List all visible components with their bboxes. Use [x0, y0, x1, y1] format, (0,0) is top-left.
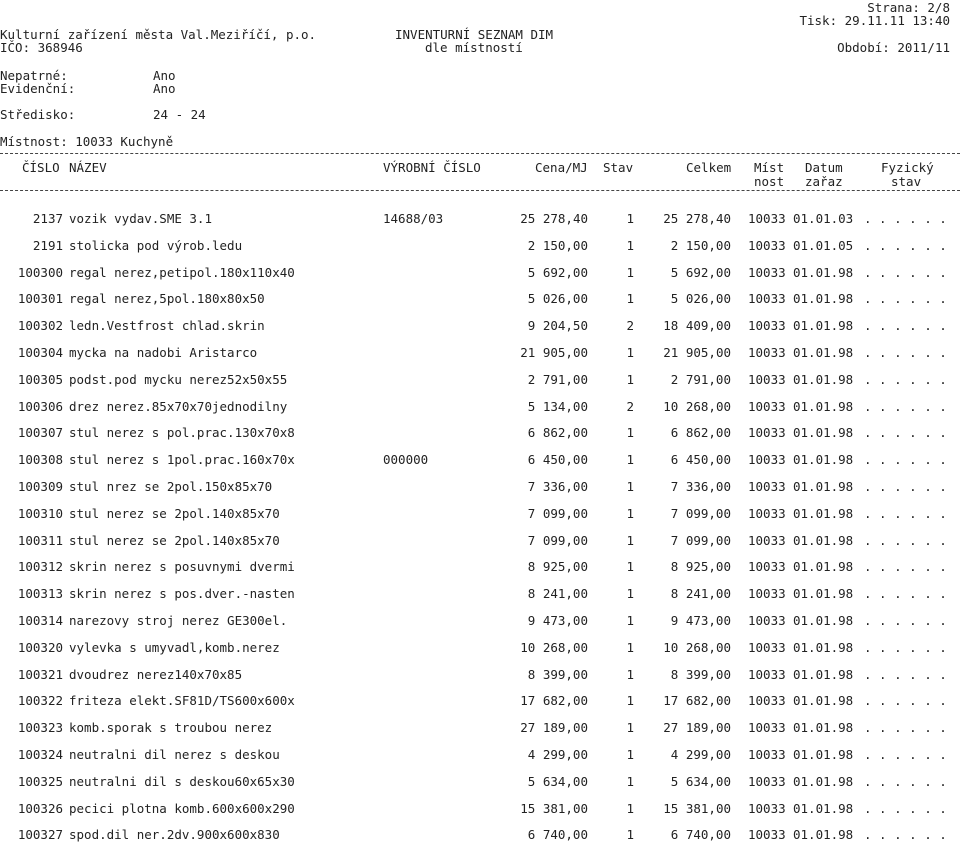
table-row — [0, 747, 960, 765]
cell-stav: 1 — [626, 505, 634, 521]
cell-mistnost: 10033 — [748, 827, 786, 843]
cell-celkem: 8 241,00 — [670, 586, 731, 602]
cell-stav: 1 — [626, 532, 634, 548]
col-nazev: NÁZEV — [69, 160, 107, 175]
cell-fyzicky-stav: . . . . . . — [864, 505, 947, 521]
table-row — [0, 265, 960, 283]
cell-nazev: drez nerez.85x70x70jednodilny — [69, 398, 288, 414]
col-celkem: Celkem — [686, 160, 732, 175]
cell-celkem: 17 682,00 — [663, 693, 731, 709]
cell-datum: 01.01.98 — [793, 425, 854, 441]
cell-nazev: stul nerez se 2pol.140x85x70 — [69, 505, 280, 521]
room-title: Místnost: 10033 Kuchyně — [0, 134, 174, 149]
cell-stav: 2 — [626, 398, 634, 414]
table-row — [0, 479, 960, 497]
cell-datum: 01.01.98 — [793, 479, 854, 494]
cell-stav: 1 — [626, 479, 634, 494]
cell-stav: 1 — [626, 693, 634, 709]
cell-stav: 1 — [626, 211, 634, 226]
cell-fyzicky-stav: . . . . . . — [864, 800, 947, 816]
col-stav: Stav — [603, 160, 634, 175]
cell-stav: 1 — [626, 559, 634, 575]
cell-mistnost: 10033 — [748, 505, 786, 521]
table-row — [0, 693, 960, 711]
table-row — [0, 640, 960, 658]
cell-fyzicky-stav: . . . . . . — [864, 425, 947, 441]
organization-name: Kulturní zařízení města Val.Meziříčí, p.o. — [0, 27, 317, 42]
cell-stav: 2 — [626, 318, 634, 334]
cell-vyrobni: 000000 — [383, 452, 429, 468]
cell-mistnost: 10033 — [748, 345, 786, 360]
table-row — [0, 827, 960, 845]
table-row — [0, 345, 960, 363]
cell-nazev: komb.sporak s troubou nerez — [69, 720, 273, 736]
cell-datum: 01.01.98 — [793, 586, 854, 602]
cell-datum: 01.01.98 — [793, 720, 854, 736]
cell-datum: 01.01.98 — [793, 452, 854, 468]
table-row — [0, 613, 960, 631]
cell-cislo: 100324 — [17, 747, 63, 762]
table-row — [0, 801, 960, 819]
cell-datum: 01.01.03 — [793, 211, 854, 226]
cell-cislo: 100321 — [17, 666, 63, 682]
cell-cena: 17 682,00 — [520, 693, 588, 709]
header-separator-bottom — [0, 190, 960, 191]
cell-datum: 01.01.98 — [793, 827, 854, 843]
cell-datum: 01.01.98 — [793, 613, 854, 628]
cell-celkem: 6 450,00 — [670, 452, 731, 468]
cell-datum: 01.01.98 — [793, 505, 854, 521]
col-fyzicky-2: stav — [891, 174, 922, 189]
table-row — [0, 506, 960, 524]
table-row — [0, 399, 960, 417]
cell-stav: 1 — [626, 586, 634, 602]
cell-mistnost: 10033 — [748, 398, 786, 414]
cell-datum: 01.01.98 — [793, 693, 854, 709]
table-row — [0, 318, 960, 336]
cell-nazev: dvoudrez nerez140x70x85 — [69, 666, 243, 682]
cell-nazev: ledn.Vestfrost chlad.skrin — [69, 318, 265, 334]
cell-stav: 1 — [626, 666, 634, 682]
cell-mistnost: 10033 — [748, 532, 786, 548]
print-date: Tisk: 29.11.11 13:40 — [799, 13, 950, 28]
cell-nazev: vylevka s umyvadl,komb.nerez — [69, 639, 280, 655]
cell-stav: 1 — [626, 264, 634, 280]
table-row — [0, 452, 960, 470]
cell-cislo: 100302 — [17, 318, 63, 334]
cell-stav: 1 — [626, 720, 634, 736]
cell-cislo: 2191 — [32, 237, 63, 253]
cell-stav: 1 — [626, 237, 634, 253]
cell-stav: 1 — [626, 613, 634, 628]
cell-celkem: 9 473,00 — [670, 613, 731, 628]
cell-datum: 01.01.98 — [793, 747, 854, 762]
cell-fyzicky-stav: . . . . . . — [864, 586, 947, 602]
table-row — [0, 238, 960, 256]
cell-cena: 4 299,00 — [527, 747, 588, 762]
table-row — [0, 211, 960, 229]
cell-nazev: vozik vydav.SME 3.1 — [69, 211, 212, 226]
cell-fyzicky-stav: . . . . . . — [864, 211, 947, 226]
cell-mistnost: 10033 — [748, 773, 786, 789]
cell-celkem: 4 299,00 — [670, 747, 731, 762]
table-row — [0, 425, 960, 443]
table-row — [0, 372, 960, 390]
cell-stav: 1 — [626, 639, 634, 655]
col-cena: Cena/MJ — [535, 160, 588, 175]
cell-cena: 5 634,00 — [527, 773, 588, 789]
cell-mistnost: 10033 — [748, 800, 786, 816]
cell-datum: 01.01.98 — [793, 318, 854, 334]
nepatrne-value: Ano — [153, 68, 176, 83]
report-subtitle: dle místností — [425, 40, 523, 55]
cell-cena: 6 450,00 — [527, 452, 588, 468]
cell-cislo: 100309 — [17, 479, 63, 494]
table-row — [0, 667, 960, 685]
cell-cislo: 100322 — [17, 693, 63, 709]
cell-mistnost: 10033 — [748, 452, 786, 468]
cell-cena: 25 278,40 — [520, 211, 588, 226]
col-mist-2: nost — [754, 174, 785, 189]
cell-datum: 01.01.98 — [793, 666, 854, 682]
stredisko-value: 24 - 24 — [153, 107, 206, 122]
cell-cena: 9 473,00 — [527, 613, 588, 628]
cell-mistnost: 10033 — [748, 237, 786, 253]
report-title: INVENTURNÍ SEZNAM DIM — [395, 27, 554, 42]
cell-mistnost: 10033 — [748, 371, 786, 387]
cell-cislo: 100313 — [17, 586, 63, 602]
cell-mistnost: 10033 — [748, 211, 786, 226]
cell-cislo: 100307 — [17, 425, 63, 441]
cell-mistnost: 10033 — [748, 720, 786, 736]
cell-nazev: neutralni dil s deskou60x65x30 — [69, 773, 295, 789]
cell-cena: 2 791,00 — [527, 371, 588, 387]
cell-cena: 7 099,00 — [527, 532, 588, 548]
cell-nazev: regal nerez,petipol.180x110x40 — [69, 264, 295, 280]
cell-cislo: 100311 — [17, 532, 63, 548]
cell-celkem: 2 150,00 — [670, 237, 731, 253]
cell-mistnost: 10033 — [748, 425, 786, 441]
cell-cislo: 100320 — [17, 639, 63, 655]
cell-celkem: 10 268,00 — [663, 639, 731, 655]
cell-fyzicky-stav: . . . . . . — [864, 532, 947, 548]
cell-datum: 01.01.98 — [793, 773, 854, 789]
cell-datum: 01.01.98 — [793, 532, 854, 548]
cell-mistnost: 10033 — [748, 559, 786, 575]
cell-mistnost: 10033 — [748, 318, 786, 334]
cell-cena: 15 381,00 — [520, 800, 588, 816]
cell-nazev: mycka na nadobi Aristarco — [69, 345, 258, 360]
cell-celkem: 5 026,00 — [670, 291, 731, 307]
cell-fyzicky-stav: . . . . . . — [864, 639, 947, 655]
cell-fyzicky-stav: . . . . . . — [864, 318, 947, 334]
cell-fyzicky-stav: . . . . . . — [864, 666, 947, 682]
cell-cislo: 100308 — [17, 452, 63, 468]
cell-fyzicky-stav: . . . . . . — [864, 398, 947, 414]
cell-mistnost: 10033 — [748, 264, 786, 280]
cell-cena: 5 026,00 — [527, 291, 588, 307]
cell-nazev: stul nrez se 2pol.150x85x70 — [69, 479, 273, 494]
cell-datum: 01.01.98 — [793, 398, 854, 414]
cell-nazev: friteza elekt.SF81D/TS600x600x — [69, 693, 295, 709]
cell-datum: 01.01.98 — [793, 371, 854, 387]
cell-nazev: pecici plotna komb.600x600x290 — [69, 800, 295, 816]
cell-cislo: 100305 — [17, 371, 63, 387]
cell-vyrobni: 14688/03 — [383, 211, 444, 226]
table-row — [0, 533, 960, 551]
cell-datum: 01.01.98 — [793, 559, 854, 575]
cell-stav: 1 — [626, 371, 634, 387]
cell-datum: 01.01.98 — [793, 800, 854, 816]
cell-datum: 01.01.05 — [793, 237, 854, 253]
cell-nazev: stul nerez s pol.prac.130x70x8 — [69, 425, 295, 441]
cell-mistnost: 10033 — [748, 747, 786, 762]
cell-cislo: 100306 — [17, 398, 63, 414]
cell-fyzicky-stav: . . . . . . — [864, 747, 947, 762]
cell-nazev: stul nerez se 2pol.140x85x70 — [69, 532, 280, 548]
cell-datum: 01.01.98 — [793, 345, 854, 360]
cell-stav: 1 — [626, 291, 634, 307]
cell-celkem: 8 925,00 — [670, 559, 731, 575]
table-row — [0, 559, 960, 577]
table-row — [0, 586, 960, 604]
page-number: Strana: 2/8 — [867, 0, 950, 15]
evidencni-label: Evidenční: — [0, 81, 76, 96]
cell-nazev: regal nerez,5pol.180x80x50 — [69, 291, 265, 307]
table-row — [0, 720, 960, 738]
cell-nazev: neutralni dil nerez s deskou — [69, 747, 280, 762]
col-mist: Míst — [754, 160, 785, 175]
cell-cena: 2 150,00 — [527, 237, 588, 253]
cell-celkem: 7 099,00 — [670, 505, 731, 521]
cell-mistnost: 10033 — [748, 291, 786, 307]
cell-cena: 8 399,00 — [527, 666, 588, 682]
cell-nazev: podst.pod mycku nerez52x50x55 — [69, 371, 288, 387]
cell-stav: 1 — [626, 425, 634, 441]
cell-fyzicky-stav: . . . . . . — [864, 720, 947, 736]
cell-cislo: 100326 — [17, 800, 63, 816]
cell-fyzicky-stav: . . . . . . — [864, 613, 947, 628]
cell-cena: 9 204,50 — [527, 318, 588, 334]
cell-cislo: 2137 — [32, 211, 63, 226]
cell-cislo: 100300 — [17, 264, 63, 280]
cell-mistnost: 10033 — [748, 479, 786, 494]
table-row — [0, 774, 960, 792]
cell-cislo: 100327 — [17, 827, 63, 843]
header-separator-top — [0, 153, 960, 154]
cell-fyzicky-stav: . . . . . . — [864, 264, 947, 280]
cell-mistnost: 10033 — [748, 693, 786, 709]
col-cislo: ČÍSLO — [22, 160, 60, 175]
cell-datum: 01.01.98 — [793, 639, 854, 655]
cell-fyzicky-stav: . . . . . . — [864, 345, 947, 360]
cell-stav: 1 — [626, 800, 634, 816]
cell-cena: 6 862,00 — [527, 425, 588, 441]
cell-fyzicky-stav: . . . . . . — [864, 827, 947, 843]
cell-cislo: 100325 — [17, 773, 63, 789]
cell-cislo: 100301 — [17, 291, 63, 307]
cell-fyzicky-stav: . . . . . . — [864, 371, 947, 387]
cell-stav: 1 — [626, 827, 634, 843]
cell-nazev: skrin nerez s posuvnymi dvermi — [69, 559, 295, 575]
cell-nazev: narezovy stroj nerez GE300el. — [69, 613, 288, 628]
cell-datum: 01.01.98 — [793, 264, 854, 280]
cell-cena: 7 099,00 — [527, 505, 588, 521]
cell-stav: 1 — [626, 452, 634, 468]
cell-celkem: 5 692,00 — [670, 264, 731, 280]
cell-mistnost: 10033 — [748, 586, 786, 602]
cell-celkem: 27 189,00 — [663, 720, 731, 736]
cell-celkem: 5 634,00 — [670, 773, 731, 789]
cell-stav: 1 — [626, 747, 634, 762]
cell-cena: 10 268,00 — [520, 639, 588, 655]
col-fyzicky: Fyzický — [881, 160, 934, 175]
cell-datum: 01.01.98 — [793, 291, 854, 307]
cell-cislo: 100304 — [17, 345, 63, 360]
cell-stav: 1 — [626, 773, 634, 789]
col-datum-2: zařaz — [805, 174, 843, 189]
col-datum: Datum — [805, 160, 843, 175]
cell-stav: 1 — [626, 345, 634, 360]
cell-cena: 8 241,00 — [527, 586, 588, 602]
cell-celkem: 6 862,00 — [670, 425, 731, 441]
cell-mistnost: 10033 — [748, 666, 786, 682]
evidencni-value: Ano — [153, 81, 176, 96]
cell-celkem: 8 399,00 — [670, 666, 731, 682]
cell-celkem: 2 791,00 — [670, 371, 731, 387]
cell-celkem: 10 268,00 — [663, 398, 731, 414]
cell-celkem: 18 409,00 — [663, 318, 731, 334]
col-vyrobni: VÝROBNÍ ČÍSLO — [383, 160, 481, 175]
cell-cislo: 100312 — [17, 559, 63, 575]
cell-cena: 5 134,00 — [527, 398, 588, 414]
cell-fyzicky-stav: . . . . . . — [864, 559, 947, 575]
cell-fyzicky-stav: . . . . . . — [864, 773, 947, 789]
cell-fyzicky-stav: . . . . . . — [864, 291, 947, 307]
cell-celkem: 6 740,00 — [670, 827, 731, 843]
cell-nazev: skrin nerez s pos.dver.-nasten — [69, 586, 295, 602]
cell-mistnost: 10033 — [748, 613, 786, 628]
stredisko-label: Středisko: — [0, 107, 76, 122]
cell-celkem: 21 905,00 — [663, 345, 731, 360]
cell-celkem: 25 278,40 — [663, 211, 731, 226]
cell-mistnost: 10033 — [748, 639, 786, 655]
cell-nazev: spod.dil ner.2dv.900x600x830 — [69, 827, 280, 843]
cell-celkem: 15 381,00 — [663, 800, 731, 816]
cell-cena: 5 692,00 — [527, 264, 588, 280]
cell-cena: 7 336,00 — [527, 479, 588, 494]
cell-cena: 8 925,00 — [527, 559, 588, 575]
cell-fyzicky-stav: . . . . . . — [864, 479, 947, 494]
cell-cislo: 100323 — [17, 720, 63, 736]
cell-cislo: 100314 — [17, 613, 63, 628]
cell-nazev: stolicka pod výrob.ledu — [69, 237, 243, 253]
cell-cena: 6 740,00 — [527, 827, 588, 843]
cell-nazev: stul nerez s 1pol.prac.160x70x — [69, 452, 295, 468]
cell-fyzicky-stav: . . . . . . — [864, 452, 947, 468]
cell-celkem: 7 099,00 — [670, 532, 731, 548]
cell-fyzicky-stav: . . . . . . — [864, 237, 947, 253]
cell-cislo: 100310 — [17, 505, 63, 521]
ico: IČO: 368946 — [0, 40, 83, 55]
cell-cena: 27 189,00 — [520, 720, 588, 736]
cell-cena: 21 905,00 — [520, 345, 588, 360]
table-row — [0, 291, 960, 309]
nepatrne-label: Nepatrné: — [0, 68, 68, 83]
cell-fyzicky-stav: . . . . . . — [864, 693, 947, 709]
cell-celkem: 7 336,00 — [670, 479, 731, 494]
period: Období: 2011/11 — [837, 40, 950, 55]
